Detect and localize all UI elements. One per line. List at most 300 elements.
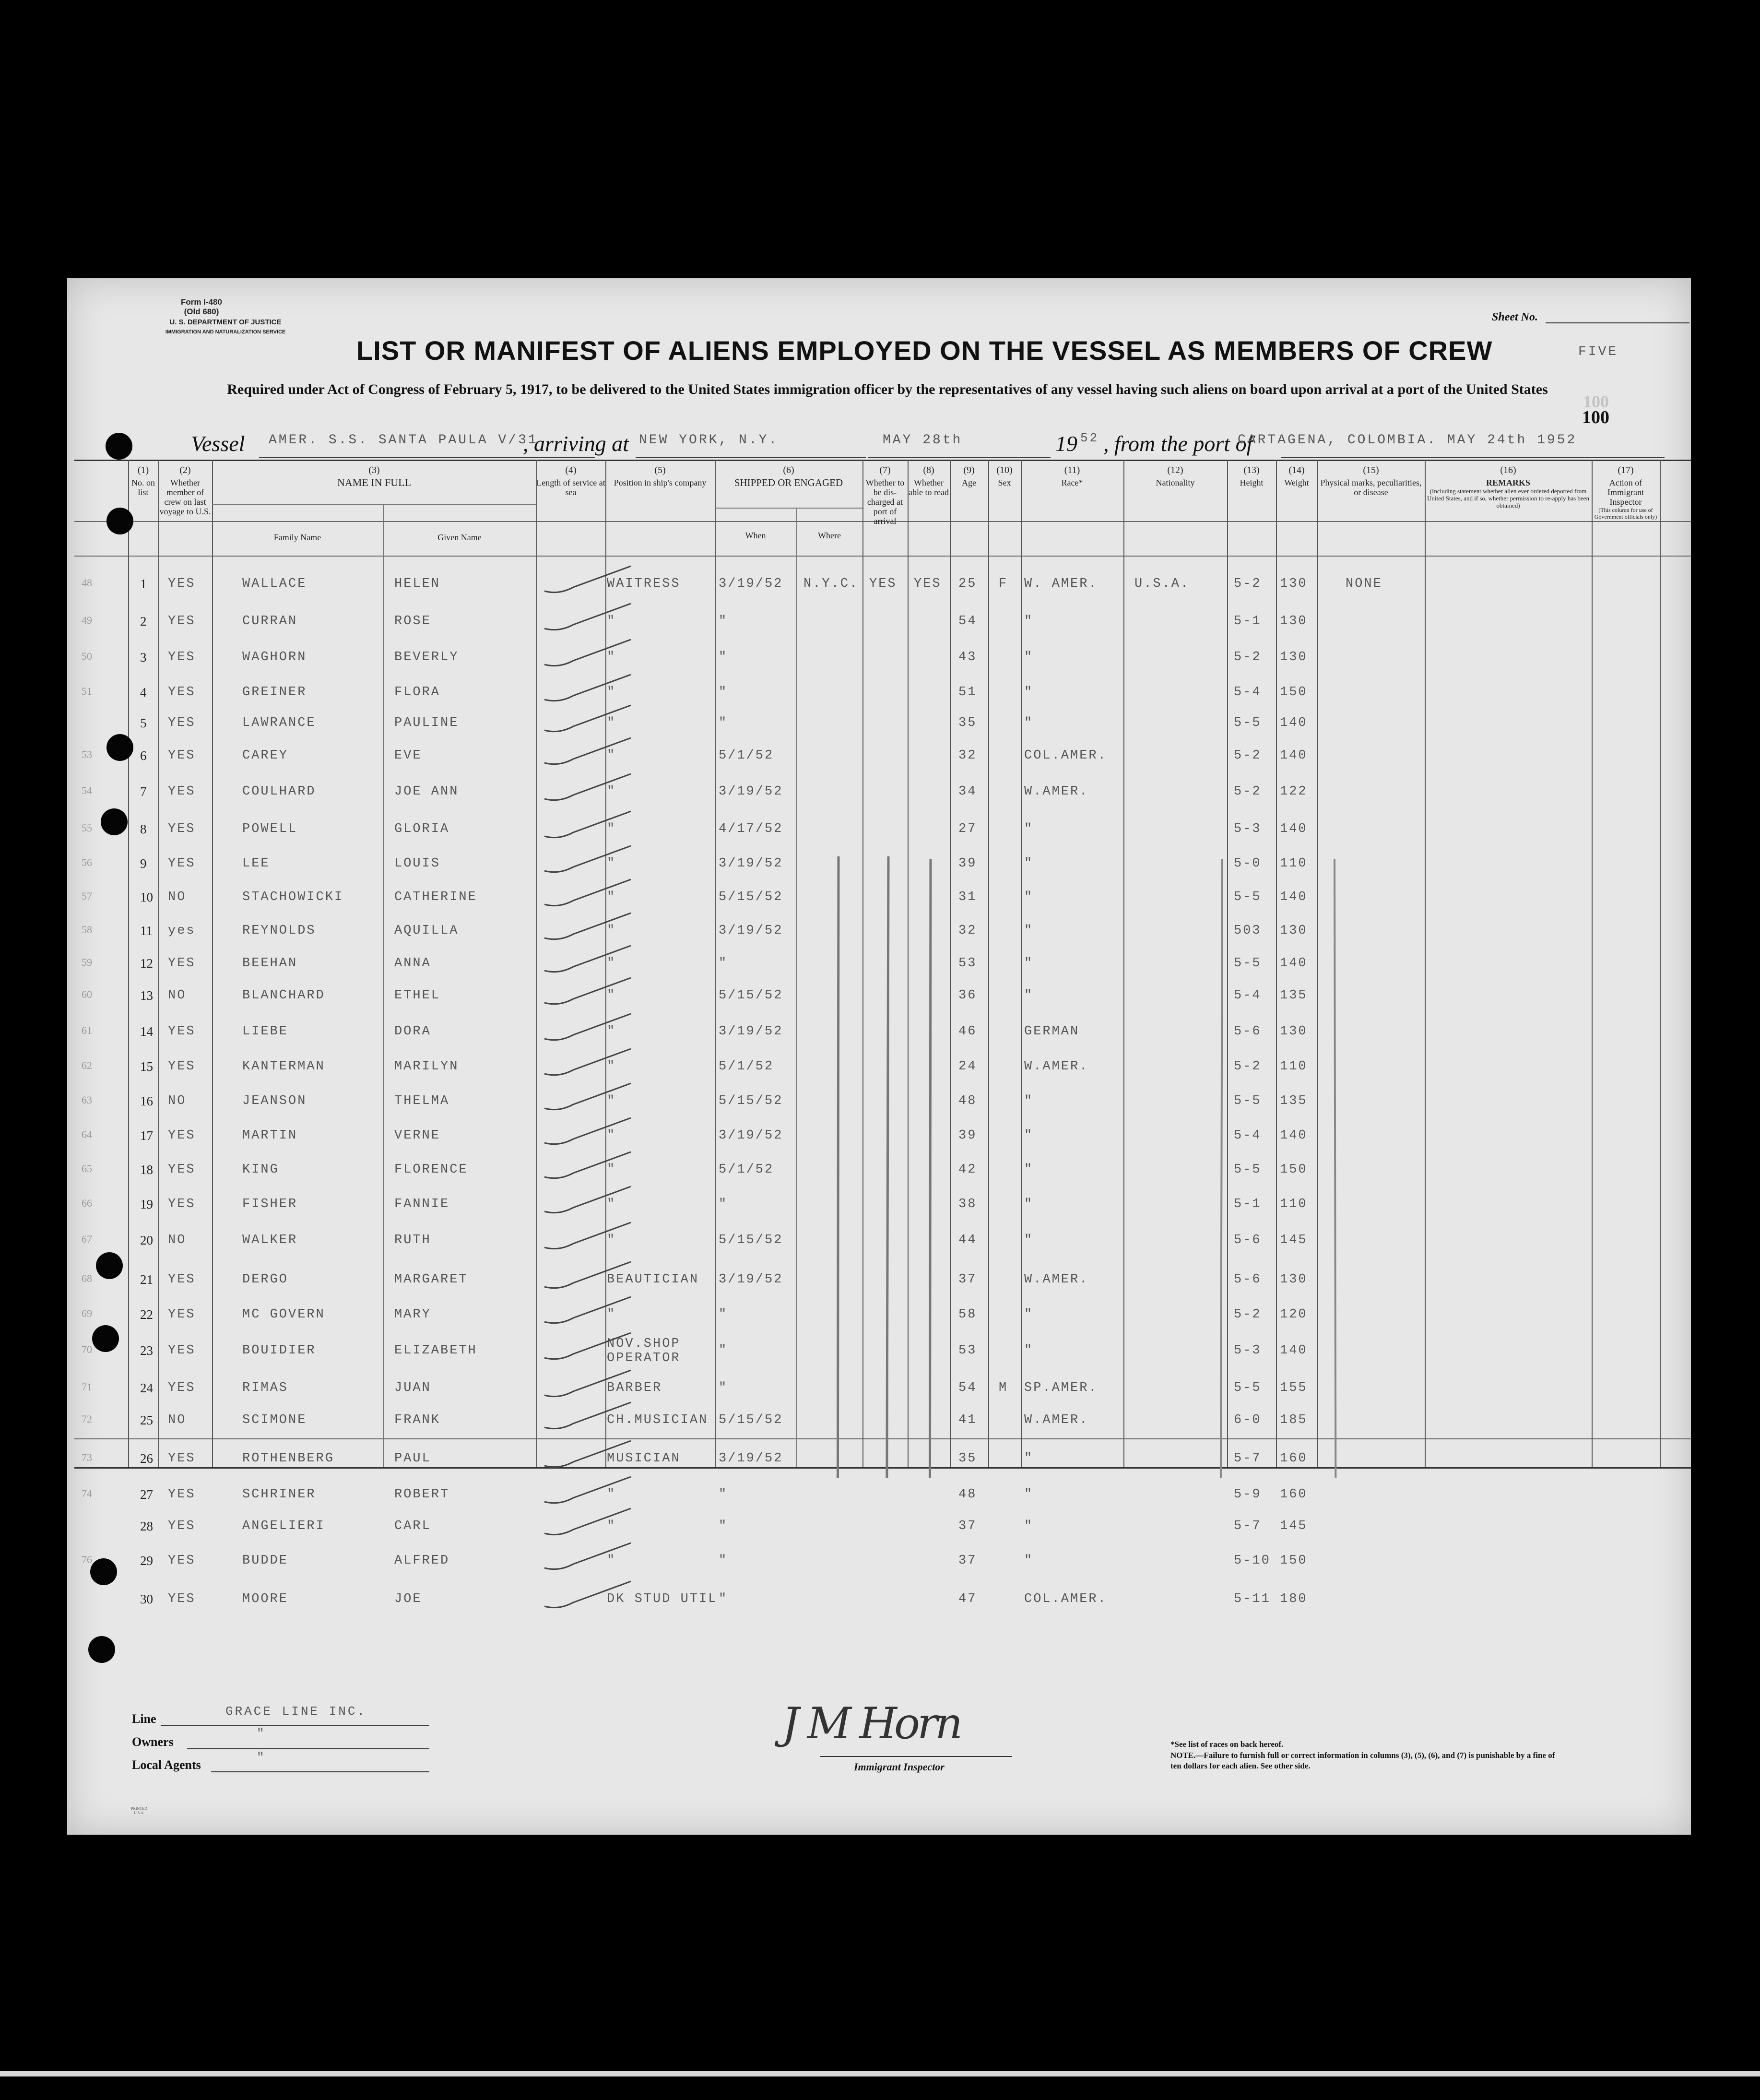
- row-height-cell: 5-3: [1234, 1343, 1262, 1358]
- row-given-cell: JUAN: [394, 1381, 431, 1395]
- row-age-cell: 42: [958, 1163, 977, 1177]
- row-height-cell: 5-4: [1234, 988, 1262, 1003]
- row-age-cell: 37: [958, 1519, 977, 1533]
- row-prev-cell: YES: [168, 1487, 196, 1502]
- row-prev-cell: NO: [168, 1094, 187, 1108]
- manifest-sheet: [67, 278, 1691, 1835]
- row-position-cell: ": [607, 716, 616, 730]
- row-age-cell: 36: [958, 988, 977, 1003]
- row-no-cell: 25: [140, 1413, 153, 1427]
- row-margin-cell: 49: [82, 614, 92, 626]
- row-height-cell: 5-9: [1234, 1487, 1262, 1502]
- row-age-cell: 47: [958, 1592, 977, 1606]
- row-margin-cell: 65: [82, 1163, 92, 1175]
- row-no-cell: 23: [140, 1343, 153, 1358]
- row-given-cell: DORA: [394, 1024, 431, 1039]
- table-row: [67, 1519, 1691, 1554]
- row-family-cell: CAREY: [242, 748, 289, 763]
- row-family-cell: SCIMONE: [242, 1413, 307, 1427]
- row-weight-cell: 130: [1280, 924, 1308, 938]
- row-discharged-cell: YES: [869, 577, 897, 591]
- row-when-cell: 3/19/52: [719, 784, 783, 799]
- row-height-cell: 5-5: [1234, 1381, 1262, 1395]
- row-when-cell: 4/17/52: [719, 822, 783, 836]
- row-given-cell: ANNA: [394, 956, 431, 971]
- col-3-header: (3) NAME IN FULL: [337, 465, 411, 488]
- row-prev-cell: YES: [168, 1272, 196, 1287]
- table-row: [67, 1592, 1691, 1626]
- row-age-cell: 39: [958, 856, 977, 871]
- row-when-cell: ": [719, 1519, 728, 1533]
- row-family-cell: WALLACE: [242, 577, 307, 591]
- row-prev-cell: YES: [168, 822, 196, 836]
- row-position-cell: ": [607, 1554, 616, 1568]
- row-weight-cell: 140: [1280, 956, 1308, 971]
- row-prev-cell: NO: [168, 1233, 187, 1247]
- row-when-cell: ": [719, 650, 728, 664]
- row-prev-cell: YES: [168, 1197, 196, 1211]
- row-given-cell: BEVERLY: [394, 650, 459, 664]
- signature-line: [820, 1756, 1012, 1757]
- row-given-cell: MARILYN: [394, 1059, 459, 1074]
- row-no-cell: 20: [140, 1233, 153, 1247]
- row-when-cell: 3/19/52: [719, 856, 783, 871]
- penalty-note: NOTE.—Failure to furnish full or correct information in columns (3), (5), (6), and (7) is punishable by a fine of ten dollars for each alien. See other side.: [1170, 1751, 1555, 1770]
- row-position-cell: MUSICIAN: [607, 1451, 681, 1466]
- row-race-cell: ": [1024, 1197, 1034, 1211]
- row-race-cell: ": [1024, 1163, 1034, 1177]
- row-given-cell: RUTH: [394, 1233, 431, 1247]
- row-family-cell: LEE: [242, 856, 270, 871]
- row-when-cell: ": [719, 614, 728, 629]
- row-weight-cell: 110: [1280, 1059, 1308, 1074]
- row-when-cell: 5/1/52: [719, 1163, 774, 1177]
- row-age-cell: 51: [958, 685, 977, 700]
- row-height-cell: 5-6: [1234, 1272, 1262, 1287]
- row-height-cell: 5-5: [1234, 956, 1262, 971]
- row-margin-cell: 55: [82, 822, 92, 834]
- row-prev-cell: YES: [168, 1592, 196, 1606]
- row-age-cell: 43: [958, 650, 977, 664]
- row-position-cell: ": [607, 650, 616, 664]
- row-race-cell: COL.AMER.: [1024, 1592, 1107, 1606]
- col-16-header: (16) REMARKS (Including statement whether alien ever ordered deported from United States, and if so, whether permission to re-apply has been obtained): [1427, 465, 1589, 509]
- row-margin-cell: 74: [82, 1487, 92, 1499]
- races-note: *See list of races on back hereof.: [1170, 1740, 1284, 1749]
- row-when-cell: ": [719, 1381, 728, 1395]
- row-given-cell: PAULINE: [394, 716, 459, 730]
- row-height-cell: 5-10: [1234, 1554, 1271, 1568]
- row-family-cell: STACHOWICKI: [242, 890, 344, 904]
- col-6-header: (6) SHIPPED OR ENGAGED: [734, 465, 843, 488]
- page-stamp-faint: 100: [1583, 392, 1609, 411]
- row-race-cell: COL.AMER.: [1024, 748, 1107, 763]
- row-given-cell: FRANK: [394, 1413, 441, 1427]
- row-position-cell: ": [607, 988, 616, 1003]
- row-margin-cell: 58: [82, 924, 92, 936]
- row-family-cell: POWELL: [242, 822, 298, 836]
- owners-value: ": [257, 1726, 266, 1741]
- row-no-cell: 12: [140, 956, 153, 971]
- row-race-cell: GERMAN: [1024, 1024, 1080, 1039]
- row-weight-cell: 160: [1280, 1451, 1308, 1466]
- row-height-cell: 5-5: [1234, 716, 1262, 730]
- row-prev-cell: YES: [168, 1519, 196, 1533]
- row-height-cell: 5-2: [1234, 784, 1262, 799]
- row-family-cell: DERGO: [242, 1272, 289, 1287]
- row-age-cell: 39: [958, 1128, 977, 1143]
- row-given-cell: CARL: [394, 1519, 431, 1533]
- row-when-cell: ": [719, 1197, 728, 1211]
- row-weight-cell: 145: [1280, 1519, 1308, 1533]
- row-race-cell: ": [1024, 822, 1034, 836]
- col-3-given-subheader: Given Name: [437, 533, 482, 542]
- row-prev-cell: YES: [168, 650, 196, 664]
- col-6-when-subheader: When: [745, 531, 766, 540]
- row-margin-cell: 59: [82, 956, 92, 968]
- row-race-cell: ": [1024, 1451, 1034, 1466]
- row-margin-cell: 62: [82, 1059, 92, 1071]
- row-position-cell: ": [607, 924, 616, 938]
- row-no-cell: 17: [140, 1128, 153, 1143]
- row-position-cell: ": [607, 856, 616, 871]
- row-weight-cell: 120: [1280, 1307, 1308, 1322]
- row-given-cell: HELEN: [394, 577, 441, 591]
- row-family-cell: FISHER: [242, 1197, 298, 1211]
- row-no-cell: 19: [140, 1197, 153, 1211]
- row-weight-cell: 185: [1280, 1413, 1308, 1427]
- row-when-cell: 3/19/52: [719, 1024, 783, 1039]
- row-age-cell: 32: [958, 924, 977, 938]
- row-family-cell: MARTIN: [242, 1128, 298, 1143]
- row-prev-cell: YES: [168, 1381, 196, 1395]
- row-age-cell: 46: [958, 1024, 977, 1039]
- row-weight-cell: 135: [1280, 988, 1308, 1003]
- row-prev-cell: YES: [168, 1554, 196, 1568]
- row-when-cell: ": [719, 685, 728, 700]
- row-read-cell: YES: [914, 577, 942, 591]
- row-given-cell: CATHERINE: [394, 890, 477, 904]
- row-sex-cell: M: [999, 1381, 1008, 1395]
- row-given-cell: ROSE: [394, 614, 431, 629]
- row-race-cell: ": [1024, 1128, 1034, 1143]
- row-family-cell: KANTERMAN: [242, 1059, 325, 1074]
- row-no-cell: 29: [140, 1554, 153, 1568]
- row-no-cell: 26: [140, 1451, 153, 1466]
- row-race-cell: ": [1024, 890, 1034, 904]
- row-family-cell: BOUIDIER: [242, 1343, 316, 1358]
- row-given-cell: ELIZABETH: [394, 1343, 477, 1358]
- row-age-cell: 48: [958, 1094, 977, 1108]
- row-height-cell: 5-2: [1234, 1307, 1262, 1322]
- row-race-cell: ": [1024, 956, 1034, 971]
- row-height-cell: 5-5: [1234, 1094, 1262, 1108]
- owners-underline: [187, 1748, 429, 1749]
- service-name: IMMIGRATION AND NATURALIZATION SERVICE: [165, 329, 286, 335]
- row-age-cell: 24: [958, 1059, 977, 1074]
- row-height-cell: 5-7: [1234, 1519, 1262, 1533]
- row-position-cell: ": [607, 1059, 616, 1074]
- sheet-number-value: FIVE: [1578, 344, 1618, 359]
- row-weight-cell: 140: [1280, 1343, 1308, 1358]
- row-family-cell: CURRAN: [242, 614, 298, 629]
- row-when-cell: 5/15/52: [719, 988, 783, 1003]
- row-weight-cell: 155: [1280, 1381, 1308, 1395]
- row-no-cell: 18: [140, 1163, 153, 1177]
- row-height-cell: 5-4: [1234, 1128, 1262, 1143]
- row-position-cell: ": [607, 1487, 616, 1502]
- row-race-cell: ": [1024, 1554, 1034, 1568]
- row-no-cell: 28: [140, 1519, 153, 1533]
- row-when-cell: 3/19/52: [719, 1451, 783, 1466]
- row-no-cell: 9: [140, 856, 147, 871]
- row-weight-cell: 140: [1280, 1128, 1308, 1143]
- row-weight-cell: 130: [1280, 650, 1308, 664]
- row-no-cell: 4: [140, 685, 147, 700]
- row-when-cell: 3/19/52: [719, 1128, 783, 1143]
- row-weight-cell: 140: [1280, 890, 1308, 904]
- row-given-cell: AQUILLA: [394, 924, 459, 938]
- row-family-cell: BUDDE: [242, 1554, 289, 1568]
- col-13-header: (13) Height: [1240, 465, 1264, 487]
- row-age-cell: 54: [958, 1381, 977, 1395]
- row-family-cell: LAWRANCE: [242, 716, 316, 730]
- row-position-cell: ": [607, 784, 616, 799]
- ditto-strokes: [67, 278, 1691, 1478]
- row-when-cell: 5/15/52: [719, 1233, 783, 1247]
- row-weight-cell: 140: [1280, 716, 1308, 730]
- row-height-cell: 5-2: [1234, 650, 1262, 664]
- row-height-cell: 5-5: [1234, 1163, 1262, 1177]
- col-3-family-subheader: Family Name: [273, 533, 321, 542]
- row-margin-cell: 68: [82, 1272, 92, 1284]
- row-position-cell: ": [607, 1128, 616, 1143]
- row-race-cell: ": [1024, 1233, 1034, 1247]
- row-age-cell: 25: [958, 577, 977, 591]
- col-10-header: (10) Sex: [996, 465, 1013, 487]
- row-given-cell: ROBERT: [394, 1487, 450, 1502]
- row-family-cell: LIEBE: [242, 1024, 289, 1039]
- row-position-cell: ": [607, 1094, 616, 1108]
- row-when-cell: 5/1/52: [719, 748, 774, 763]
- row-no-cell: 21: [140, 1272, 153, 1287]
- row-no-cell: 14: [140, 1024, 153, 1039]
- row-no-cell: 7: [140, 784, 147, 799]
- row-no-cell: 2: [140, 614, 147, 629]
- row-position-cell: ": [607, 1519, 616, 1533]
- row-height-cell: 5-3: [1234, 822, 1262, 836]
- row-age-cell: 32: [958, 748, 977, 763]
- row-weight-cell: 150: [1280, 685, 1308, 700]
- row-family-cell: SCHRINER: [242, 1487, 316, 1502]
- row-height-cell: 503: [1234, 924, 1262, 938]
- arrival-date: MAY 28th: [883, 433, 963, 448]
- row-position-cell: ": [607, 956, 616, 971]
- row-family-cell: RIMAS: [242, 1381, 289, 1395]
- form-number: Form I-480: [181, 297, 222, 307]
- row-margin-cell: 63: [82, 1094, 92, 1106]
- line-label: Line: [132, 1712, 156, 1726]
- row-height-cell: 5-7: [1234, 1451, 1262, 1466]
- row-height-cell: 5-1: [1234, 1197, 1262, 1211]
- row-margin-cell: 57: [82, 890, 92, 902]
- row-prev-cell: YES: [168, 1307, 196, 1322]
- row-height-cell: 5-6: [1234, 1024, 1262, 1039]
- row-age-cell: 37: [958, 1272, 977, 1287]
- row-no-cell: 3: [140, 650, 147, 664]
- col-11-header: (11) Race*: [1061, 465, 1083, 487]
- from-port: CARTAGENA, COLOMBIA. MAY 24th 1952: [1238, 433, 1577, 448]
- sheet-number-label: Sheet No.: [1492, 311, 1538, 323]
- row-age-cell: 53: [958, 956, 977, 971]
- row-position-cell: CH.MUSICIAN: [607, 1413, 709, 1427]
- row-position-cell: ": [607, 685, 616, 700]
- row-when-cell: 3/19/52: [719, 577, 783, 591]
- row-family-cell: BLANCHARD: [242, 988, 325, 1003]
- row-prev-cell: NO: [168, 988, 187, 1003]
- year-prefix: 19: [1055, 431, 1077, 456]
- row-prev-cell: NO: [168, 890, 187, 904]
- row-weight-cell: 110: [1280, 1197, 1308, 1211]
- row-race-cell: W. AMER.: [1024, 577, 1098, 591]
- col-5-header: (5) Position in ship's company: [614, 465, 707, 487]
- page-title: LIST OR MANIFEST OF ALIENS EMPLOYED ON THE VESSEL AS MEMBERS OF CREW: [356, 335, 1493, 366]
- row-weight-cell: 150: [1280, 1163, 1308, 1177]
- row-weight-cell: 135: [1280, 1094, 1308, 1108]
- row-prev-cell: YES: [168, 1451, 196, 1466]
- col-17-header: (17) Action of Immigrant Inspector (This column for use of Government officials only): [1594, 465, 1657, 520]
- row-race-cell: ": [1024, 716, 1034, 730]
- row-given-cell: FLORA: [394, 685, 441, 700]
- row-race-cell: ": [1024, 988, 1034, 1003]
- row-no-cell: 6: [140, 748, 147, 763]
- row-race-cell: ": [1024, 1519, 1034, 1533]
- row-weight-cell: 130: [1280, 577, 1308, 591]
- row-no-cell: 13: [140, 988, 153, 1003]
- row-margin-cell: 64: [82, 1128, 92, 1140]
- row-race-cell: ": [1024, 1343, 1034, 1358]
- row-race-cell: ": [1024, 856, 1034, 871]
- owners-label: Owners: [132, 1735, 174, 1749]
- row-position-cell: ": [607, 1197, 616, 1211]
- row-position-cell: NOV.SHOP OPERATOR: [607, 1337, 681, 1365]
- row-race-cell: ": [1024, 924, 1034, 938]
- row-given-cell: GLORIA: [394, 822, 450, 836]
- row-family-cell: COULHARD: [242, 784, 316, 799]
- punch-hole: [88, 1636, 115, 1663]
- row-position-cell: ": [607, 822, 616, 836]
- agents-underline: [211, 1771, 429, 1772]
- row-given-cell: FANNIE: [394, 1197, 450, 1211]
- row-family-cell: MC GOVERN: [242, 1307, 325, 1322]
- row-no-cell: 8: [140, 822, 147, 836]
- row-family-cell: ANGELIERI: [242, 1519, 325, 1533]
- row-margin-cell: 76: [82, 1554, 92, 1566]
- row-given-cell: FLORENCE: [394, 1163, 468, 1177]
- row-when-cell: ": [719, 1592, 728, 1606]
- row-margin-cell: 50: [82, 650, 92, 662]
- row-weight-cell: 140: [1280, 748, 1308, 763]
- row-family-cell: KING: [242, 1163, 279, 1177]
- row-prev-cell: YES: [168, 1343, 196, 1358]
- department-name: U. S. DEPARTMENT OF JUSTICE: [169, 318, 282, 326]
- col-6-where-subheader: Where: [818, 531, 841, 540]
- col-2-header: (2) Whether member of crew on last voyage to U.S.: [159, 465, 211, 516]
- row-margin-cell: 54: [82, 784, 92, 796]
- row-given-cell: MARY: [394, 1307, 431, 1322]
- col-8-header: (8) Whether able to read: [909, 465, 949, 497]
- row-family-cell: GREINER: [242, 685, 307, 700]
- row-position-cell: ": [607, 748, 616, 763]
- row-given-cell: EVE: [394, 748, 422, 763]
- row-margin-cell: 66: [82, 1197, 92, 1209]
- table-row: [67, 1487, 1691, 1522]
- row-race-cell: W.AMER.: [1024, 784, 1089, 799]
- row-race-cell: ": [1024, 650, 1034, 664]
- row-weight-cell: 130: [1280, 1272, 1308, 1287]
- row-height-cell: 5-0: [1234, 856, 1262, 871]
- arriving-label: , arriving at: [523, 431, 629, 456]
- row-given-cell: ETHEL: [394, 988, 441, 1003]
- row-age-cell: 38: [958, 1197, 977, 1211]
- row-family-cell: WAGHORN: [242, 650, 307, 664]
- row-weight-cell: 160: [1280, 1487, 1308, 1502]
- row-no-cell: 30: [140, 1592, 153, 1606]
- row-when-cell: ": [719, 956, 728, 971]
- row-prev-cell: YES: [168, 1059, 196, 1074]
- row-weight-cell: 150: [1280, 1554, 1308, 1568]
- row-race-cell: SP.AMER.: [1024, 1381, 1098, 1395]
- row-race-cell: ": [1024, 1487, 1034, 1502]
- row-margin-cell: 48: [82, 577, 92, 589]
- row-weight-cell: 130: [1280, 1024, 1308, 1039]
- row-height-cell: 6-0: [1234, 1413, 1262, 1427]
- row-prev-cell: YES: [168, 1128, 196, 1143]
- row-given-cell: LOUIS: [394, 856, 441, 871]
- row-family-cell: MOORE: [242, 1592, 289, 1606]
- service-check-mark: [540, 1578, 636, 1616]
- row-height-cell: 5-4: [1234, 685, 1262, 700]
- row-margin-cell: 56: [82, 856, 92, 868]
- row-race-cell: W.AMER.: [1024, 1413, 1089, 1427]
- row-height-cell: 5-1: [1234, 614, 1262, 629]
- row-height-cell: 5-2: [1234, 748, 1262, 763]
- row-position-cell: ": [607, 614, 616, 629]
- col-14-header: (14) Weight: [1284, 465, 1309, 487]
- row-given-cell: ALFRED: [394, 1554, 450, 1568]
- vessel-name: AMER. S.S. SANTA PAULA V/31: [269, 433, 538, 448]
- row-margin-cell: 53: [82, 748, 92, 760]
- punch-hole: [90, 1558, 117, 1585]
- row-sex-cell: F: [999, 577, 1008, 591]
- row-when-cell: 5/15/52: [719, 1413, 783, 1427]
- row-where-cell: N.Y.C.: [803, 577, 859, 591]
- row-prev-cell: YES: [168, 716, 196, 730]
- row-position-cell: BARBER: [607, 1381, 662, 1395]
- row-age-cell: 34: [958, 784, 977, 799]
- row-margin-cell: 70: [82, 1343, 92, 1355]
- row-no-cell: 5: [140, 716, 147, 730]
- row-no-cell: 15: [140, 1059, 153, 1074]
- row-height-cell: 5-2: [1234, 1059, 1262, 1074]
- row-position-cell: ": [607, 1163, 616, 1177]
- row-age-cell: 41: [958, 1413, 977, 1427]
- year-suffix: 52: [1080, 431, 1099, 445]
- row-race-cell: W.AMER.: [1024, 1059, 1089, 1074]
- row-family-cell: JEANSON: [242, 1094, 307, 1108]
- row-prev-cell: YES: [168, 1024, 196, 1039]
- row-margin-cell: 61: [82, 1024, 92, 1036]
